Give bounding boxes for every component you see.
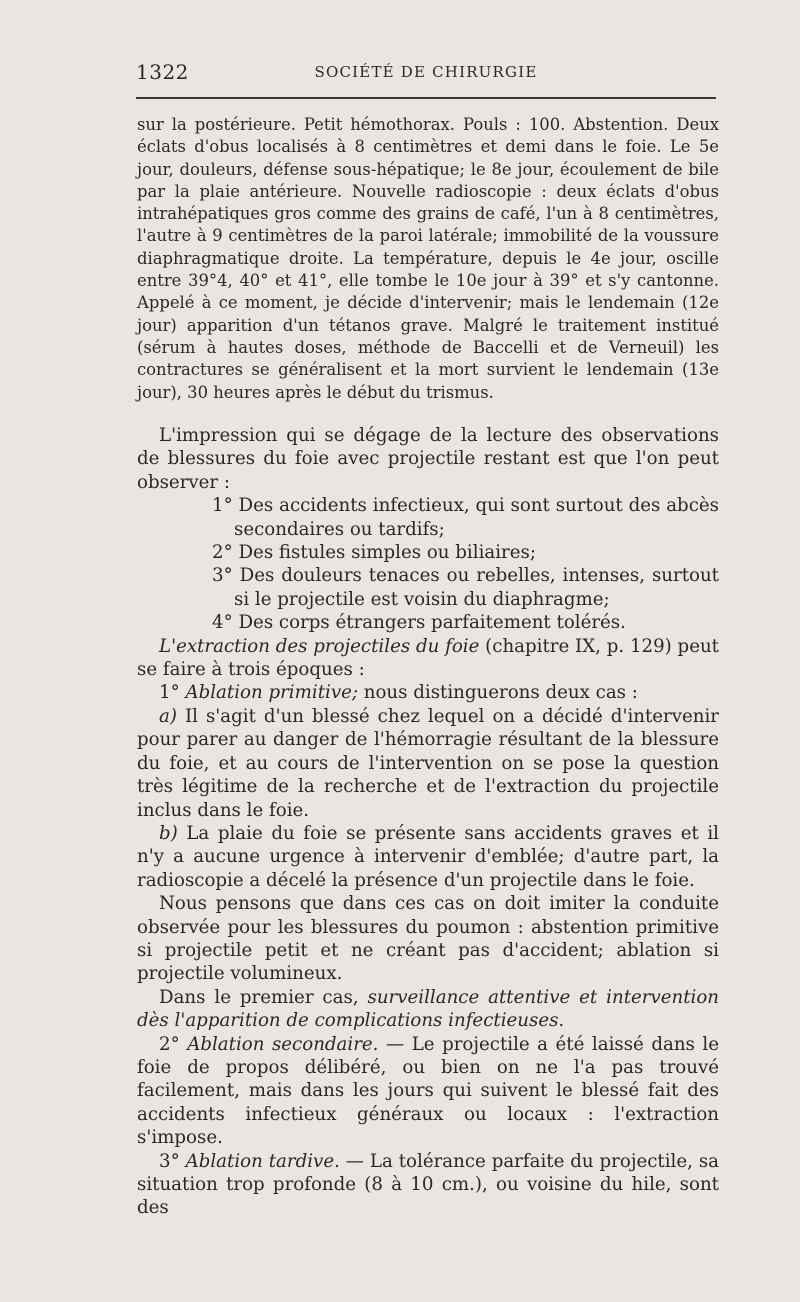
first-case-paragraph [137,986,719,1033]
section-title: Ablation tardive. [185,1150,340,1172]
section-text: — Le projectile a été laissé dans le foie de propos délibéré, ou bien on ne l'a pas trouvé facilement, mais dans les jours qui suivent le blessé fait des accidents infectieux généraux ou locaux : l'extraction s'impose. [137,1033,719,1149]
case-b-paragraph [137,822,719,892]
section-number: 1° [159,682,180,704]
extraction-text: (chapitre IX, p. 129) peut se faire à trois époques : [137,635,719,681]
running-head: SOCIÉTÉ DE CHIRURGIE [314,63,538,81]
section-number: 2° [159,1033,180,1055]
list-item-3 [137,564,719,611]
section-number: 3° [159,1150,180,1172]
conduct-paragraph: Nous pensons que dans ces cas on doit imiter la conduite observée pour les blessures du poumon : abstention primitive si projectile petit et ne créant pas d'accident; ablation si projectile volumineux. [137,893,719,985]
case-text: La plaie du foie se présente sans accidents graves et il n'y a aucune urgence à intervenir d'emblée; d'autre part, la radioscopie a décelé la présence d'un projectile dans le foie. [137,822,719,891]
list-text: Des corps étrangers parfaitement tolérés. [238,612,626,634]
case-text: Il s'agit d'un blessé chez lequel on a décidé d'intervenir pour parer au danger de l'hémorragie résultant de la blessure du foie, et au cours de l'intervention on se pose la question très légitime de la recherche et de l'extraction du projectile inclus dans le foie. [137,705,719,821]
case-report-block [137,114,719,404]
list-text: Des accidents infectieux, qui sont surtout des abcès secondaires ou tardifs; [234,495,719,540]
ablation-secondaire-paragraph [137,1033,719,1150]
list-item-2 [137,541,719,564]
ablation-tardive-paragraph [137,1150,719,1220]
intro-paragraph: L'impression qui se dégage de la lecture des observations de blessures du foie avec projectile restant est que l'on peut observer : [137,425,719,493]
list-text: Des douleurs tenaces ou rebelles, intenses, surtout si le projectile est voisin du diaphragme; [234,565,719,610]
list-text: Des fistules simples ou biliaires; [238,542,536,564]
main-text [137,424,719,1220]
section-title: Ablation primitive; [185,682,358,704]
section-text: — La tolérance parfaite du projectile, sa situation trop profonde (8 à 10 cm.), ou voisine du hile, sont des [137,1150,719,1219]
page-number: 1322 [136,60,189,84]
case-label: a) [159,705,177,727]
extraction-paragraph [137,635,719,682]
first-case-lead: Dans le premier cas, [159,986,368,1008]
list-number: 2° [212,542,233,564]
case-report-paragraph: sur la postérieure. Petit hémothorax. Pouls : 100. Abstention. Deux éclats d'obus localisés à 8 centimètres et demi dans le foie. Le 5e jour, douleurs, défense sous-hépatique; le 8e jour, écoulement de bile par la plaie antérieure. Nouvelle radioscopie : deux éclats d'obus intrahépatiques gros comme des grains de café, l'un à 8 centimètres, l'autre à 9 centimètres de la paroi latérale; immobilité de la voussure diaphragmatique droite. La température, depuis le 4e jour, oscille entre 39°4, 40° et 41°, elle tombe le 10e jour à 39° et s'y cantonne. Appelé à ce moment, je décide d'intervenir; mais le lendemain (12e jour) apparition d'un tétanos grave. Malgré le traitement institué (sérum à hautes doses, méthode de Baccelli et de Verneuil) les contractures se généralisent et la mort survient le lendemain (13e jour), 30 heures après le début du trismus. [137,115,719,402]
section-title: Ablation secondaire. [187,1033,379,1055]
list-number: 4° [212,612,233,634]
page-header [136,60,716,90]
case-a-paragraph [137,705,719,822]
first-case-emphasis: surveillance attentive et intervention dès l'apparition de complications infectieuses. [137,986,719,1032]
list-item-1 [137,494,719,541]
section-text: nous distinguerons deux cas : [357,682,638,704]
list-item-4 [137,611,719,634]
ablation-primitive-paragraph [137,681,719,704]
case-label: b) [159,822,178,844]
list-number: 1° [212,495,233,517]
extraction-title: L'extraction des projectiles du foie [159,635,480,657]
header-rule [136,97,716,99]
list-number: 3° [212,565,233,587]
